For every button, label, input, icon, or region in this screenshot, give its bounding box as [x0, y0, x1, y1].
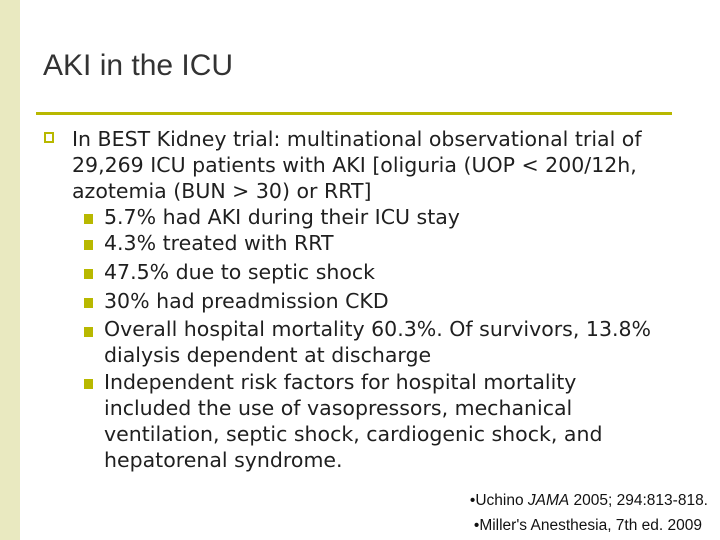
- reference-prefix: •Uchino: [469, 492, 528, 509]
- sub-bullet-icon: [84, 379, 93, 389]
- main-bullet-text: In BEST Kidney trial: multinational observational trial of 29,269 ICU patients with AKI [oliguria (UOP < 200/12h, azotemia (BUN > 30) or RRT]: [72, 127, 642, 203]
- sub-bullet-icon: [84, 240, 93, 250]
- sub-bullet-icon: [84, 327, 93, 337]
- slide-title: AKI in the ICU: [43, 49, 234, 82]
- sub-bullet-icon: [84, 214, 93, 224]
- reference-details: 2005; 294:813-818.: [569, 492, 708, 509]
- sub-bullet-text: 4.3% treated with RRT: [104, 231, 334, 255]
- reference-uchino: [0, 488, 712, 513]
- sub-bullet-text: 5.7% had AKI during their ICU stay: [104, 205, 460, 229]
- sub-bullet-text: 47.5% due to septic shock: [104, 260, 376, 284]
- sub-bullet-text: Independent risk factors for hospital mortality included the use of vasopressors, mechanical ventilation, septic shock, cardiogenic shock, and hepatorenal syndrome.: [104, 370, 603, 472]
- sub-bullet-icon: [84, 269, 93, 279]
- reference-miller: •Miller's Anesthesia, 7th ed. 2009: [473, 517, 702, 534]
- main-bullet-icon: [44, 132, 54, 143]
- left-accent-bar: [0, 0, 20, 540]
- references: [0, 488, 712, 538]
- reference-journal: JAMA: [527, 492, 570, 509]
- title-divider: [36, 112, 672, 115]
- sub-bullet-icon: [84, 298, 93, 308]
- sub-bullet-text: 30% had preadmission CKD: [104, 289, 389, 313]
- sub-bullet-text: Overall hospital mortality 60.3%. Of survivors, 13.8% dialysis dependent at discharge: [104, 317, 652, 367]
